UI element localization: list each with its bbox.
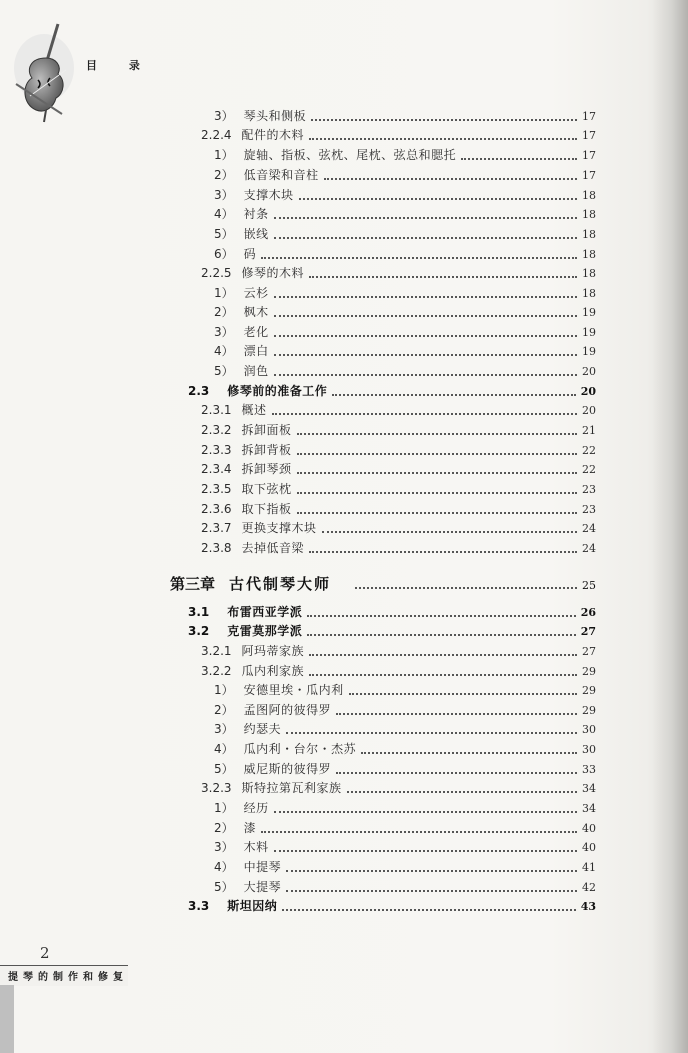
toc-entry-page: 17 (582, 110, 596, 123)
toc-entry[interactable] (201, 779, 596, 797)
dot-leader (274, 334, 577, 337)
toc-entry-page: 24 (582, 542, 596, 555)
toc-entry-title: 斯特拉第瓦利家族 (241, 781, 342, 795)
page-number: 2 (40, 944, 50, 962)
toc-entry[interactable] (214, 681, 596, 699)
toc-entry-title: 去掉低音梁 (241, 541, 305, 555)
toc-entry-title: 木料 (243, 840, 269, 854)
toc-entry[interactable] (214, 107, 596, 125)
toc-entry-title: 瓜内利家族 (241, 664, 305, 678)
toc-entry-page: 22 (582, 463, 596, 476)
toc-entry-page: 19 (582, 345, 596, 358)
toc-entry-page: 34 (582, 782, 596, 795)
dot-leader (309, 137, 577, 140)
toc-entry-number: 5） (214, 880, 234, 894)
toc-entry-title: 琴头和侧板 (243, 109, 307, 123)
toc-entry[interactable] (201, 539, 596, 557)
footer-strip (0, 985, 14, 1053)
toc-entry-page: 21 (582, 424, 596, 437)
dot-leader (297, 511, 577, 514)
toc-entry-title: 大提琴 (243, 880, 282, 894)
toc-entry-title: 低音梁和音柱 (243, 168, 319, 182)
toc-entry-page: 20 (582, 365, 596, 378)
toc-entry-number: 1） (214, 286, 234, 300)
dot-leader (282, 908, 575, 911)
toc-entry-title: 漂白 (243, 344, 269, 358)
toc-entry-number: 3） (214, 109, 234, 123)
dot-leader (297, 432, 577, 435)
toc-entry-title: 漆 (243, 821, 257, 835)
toc-entry-number: 2.3 (188, 384, 210, 398)
dot-leader (309, 653, 577, 656)
toc-entry[interactable] (201, 460, 596, 478)
toc-entry-number: 3） (214, 188, 234, 202)
toc-entry[interactable] (201, 500, 596, 518)
dot-leader (311, 118, 577, 121)
toc-entry-page: 19 (582, 326, 596, 339)
toc-entry-number: 2） (214, 168, 234, 182)
toc-entry-number: 3.3 (188, 899, 210, 913)
toc-entry-page: 23 (582, 483, 596, 496)
dot-leader (336, 712, 577, 715)
toc-entry-number: 3.1 (188, 605, 210, 619)
toc-entry-number: 2.3.5 (201, 482, 232, 496)
toc-entry-number: 2.2.5 (201, 266, 232, 280)
toc-entry[interactable] (214, 245, 596, 263)
toc-entry-number: 4） (214, 742, 234, 756)
toc-entry-page: 20 (582, 404, 596, 417)
toc-entry-title: 修琴的木料 (241, 266, 305, 280)
dot-leader (274, 295, 577, 298)
dot-leader (309, 673, 577, 676)
toc-entry-title: 取下弦枕 (241, 482, 292, 496)
toc-entry-title: 拆卸面板 (241, 423, 292, 437)
toc-section-entry[interactable] (188, 603, 596, 621)
dot-leader (274, 849, 577, 852)
toc-entry-number: 第三章 (170, 575, 216, 593)
toc-entry-title: 老化 (243, 325, 269, 339)
toc-entry[interactable] (214, 740, 596, 758)
toc-entry-page: 33 (582, 763, 596, 776)
toc-entry[interactable] (214, 819, 596, 837)
dot-leader (286, 869, 577, 872)
dot-leader (274, 373, 577, 376)
toc-entry[interactable] (201, 642, 596, 660)
dot-leader (309, 550, 577, 553)
toc-entry[interactable] (201, 519, 596, 537)
toc-entry-page: 27 (582, 645, 596, 658)
toc-entry-number: 1） (214, 683, 234, 697)
toc-entry-page: 18 (582, 248, 596, 261)
toc-entry-number: 3.2.3 (201, 781, 232, 795)
toc-entry-page: 18 (582, 208, 596, 221)
toc-entry-title: 约瑟夫 (243, 722, 282, 736)
dot-leader (274, 236, 577, 239)
toc-entry-page: 17 (582, 129, 596, 142)
dot-leader (307, 633, 575, 636)
toc-entry-page: 42 (582, 881, 596, 894)
dot-leader (274, 810, 577, 813)
dot-leader (274, 353, 577, 356)
dot-leader (355, 586, 577, 589)
dot-leader (461, 157, 577, 160)
toc-entry-page: 23 (582, 503, 596, 516)
dot-leader (274, 314, 577, 317)
toc-entry-page: 41 (582, 861, 596, 874)
toc-entry-page: 40 (582, 822, 596, 835)
toc-entry-title: 中提琴 (243, 860, 282, 874)
toc-entry[interactable] (201, 421, 596, 439)
dot-leader (274, 216, 577, 219)
toc-entry-title: 孟图阿的彼得罗 (243, 703, 332, 717)
dot-leader (297, 452, 577, 455)
dot-leader (332, 393, 575, 396)
toc-entry-page: 30 (582, 723, 596, 736)
toc-entry-title: 克雷莫那学派 (227, 624, 303, 638)
toc-entry-number: 2.3.6 (201, 502, 232, 516)
dot-leader (361, 751, 577, 754)
toc-entry-page: 18 (582, 287, 596, 300)
dot-leader (297, 491, 577, 494)
toc-entry[interactable] (214, 342, 596, 360)
toc-entry[interactable] (201, 662, 596, 680)
toc-entry-title: 衬条 (243, 207, 269, 221)
toc-entry-number: 5） (214, 227, 234, 241)
dot-leader (286, 731, 577, 734)
dot-leader (324, 177, 577, 180)
toc-entry-title: 概述 (241, 403, 267, 417)
dot-leader (336, 771, 577, 774)
toc-entry[interactable] (214, 720, 596, 738)
toc-entry-page: 19 (582, 306, 596, 319)
toc-entry-page: 34 (582, 802, 596, 815)
toc-entry[interactable] (201, 126, 596, 144)
toc-entry-number: 2.3.1 (201, 403, 232, 417)
toc-entry[interactable] (214, 799, 596, 817)
dot-leader (286, 889, 577, 892)
dot-leader (272, 412, 577, 415)
toc-entry-page: 18 (582, 228, 596, 241)
toc-entry-number: 3） (214, 722, 234, 736)
toc-entry-number: 3） (214, 325, 234, 339)
toc-entry-number: 5） (214, 762, 234, 776)
dot-leader (261, 256, 577, 259)
dot-leader (309, 275, 577, 278)
toc-entry-number: 2） (214, 703, 234, 717)
toc-entry[interactable] (214, 146, 596, 164)
dot-leader (297, 471, 577, 474)
toc-entry-number: 2.3.3 (201, 443, 232, 457)
toc-entry[interactable] (214, 701, 596, 719)
toc-entry[interactable] (214, 303, 596, 321)
toc-entry-number: 2.3.2 (201, 423, 232, 437)
toc-entry-title: 配件的木料 (241, 128, 305, 142)
toc-entry-page: 29 (582, 665, 596, 678)
toc-entry-page: 27 (580, 625, 596, 638)
toc-entry[interactable] (214, 166, 596, 184)
toc-entry-page: 43 (580, 900, 596, 913)
toc-entry-page: 20 (580, 385, 596, 398)
book-title: 提琴的制作和修复 (8, 972, 128, 983)
toc-entry[interactable] (201, 264, 596, 282)
toc-entry-title: 云杉 (243, 286, 269, 300)
running-header: 目 录 (86, 59, 154, 72)
toc-entry-number: 4） (214, 860, 234, 874)
toc-entry-page: 17 (582, 169, 596, 182)
dot-leader (307, 614, 575, 617)
toc-entry-number: 3.2.1 (201, 644, 232, 658)
toc-entry-title: 经历 (243, 801, 269, 815)
dot-leader (349, 692, 577, 695)
toc-entry[interactable] (201, 401, 596, 419)
toc-entry-title: 拆卸琴颈 (241, 462, 292, 476)
dot-leader (299, 197, 577, 200)
toc-entry-number: 3.2 (188, 624, 210, 638)
toc-entry-number: 5） (214, 364, 234, 378)
toc-entry-title: 润色 (243, 364, 269, 378)
toc-entry-title: 修琴前的准备工作 (227, 384, 328, 398)
toc-entry-number: 2.3.8 (201, 541, 232, 555)
toc-entry-title: 嵌线 (243, 227, 269, 241)
toc-entry-number: 2.2.4 (201, 128, 232, 142)
toc-entry-title: 瓜内利・台尔・杰苏 (243, 742, 357, 756)
toc-entry[interactable] (214, 858, 596, 876)
toc-entry-title: 威尼斯的彼得罗 (243, 762, 332, 776)
toc-entry-number: 3.2.2 (201, 664, 232, 678)
toc-entry[interactable] (201, 480, 596, 498)
toc-entry[interactable] (214, 186, 596, 204)
toc-entry[interactable] (214, 205, 596, 223)
toc-entry-number: 6） (214, 247, 234, 261)
toc-entry-number: 2） (214, 305, 234, 319)
toc-entry-title: 码 (243, 247, 257, 261)
toc-entry-page: 29 (582, 684, 596, 697)
toc-entry[interactable] (214, 838, 596, 856)
toc-section-entry[interactable] (188, 622, 596, 640)
toc-section-entry[interactable] (188, 897, 596, 915)
toc-entry-title: 拆卸背板 (241, 443, 292, 457)
toc-entry-number: 3） (214, 840, 234, 854)
toc-entry-number: 4） (214, 207, 234, 221)
toc-chapter-entry[interactable] (170, 573, 596, 595)
toc-entry-page: 25 (582, 579, 596, 592)
toc-entry-title: 更换支撑木块 (241, 521, 317, 535)
toc-entry-title: 阿玛蒂家族 (241, 644, 305, 658)
toc-entry-page: 24 (582, 522, 596, 535)
toc-entry-page: 30 (582, 743, 596, 756)
toc-entry-number: 1） (214, 148, 234, 162)
dot-leader (322, 530, 577, 533)
toc-entry-title: 枫木 (243, 305, 269, 319)
toc-entry-page: 22 (582, 444, 596, 457)
toc-entry-page: 18 (582, 267, 596, 280)
toc-entry[interactable] (214, 362, 596, 380)
toc-entry-number: 2.3.4 (201, 462, 232, 476)
toc-entry[interactable] (214, 225, 596, 243)
toc-entry-title: 取下指板 (241, 502, 292, 516)
toc-entry-number: 1） (214, 801, 234, 815)
dot-leader (347, 790, 577, 793)
toc-entry-number: 2） (214, 821, 234, 835)
toc-entry-page: 18 (582, 189, 596, 202)
toc-entry-title: 安德里埃・瓜内利 (243, 683, 344, 697)
toc-entry[interactable] (201, 441, 596, 459)
toc-entry-title: 斯坦因纳 (227, 899, 278, 913)
toc-entry-title: 旋轴、指板、弦枕、尾枕、弦总和腮托 (243, 148, 457, 162)
toc-entry-title: 布雷西亚学派 (227, 605, 303, 619)
toc-entry-page: 29 (582, 704, 596, 717)
toc-entry-page: 26 (580, 606, 596, 619)
toc-entry-number: 4） (214, 344, 234, 358)
toc-section-entry[interactable] (188, 382, 596, 400)
toc-entry-page: 17 (582, 149, 596, 162)
toc-entry[interactable] (214, 760, 596, 778)
toc-entry[interactable] (214, 323, 596, 341)
toc-entry[interactable] (214, 284, 596, 302)
dot-leader (261, 830, 577, 833)
toc-entry-page: 40 (582, 841, 596, 854)
toc-entry-title: 支撑木块 (243, 188, 294, 202)
toc-entry-title: 古代制琴大师 (229, 575, 332, 593)
toc-entry-number: 2.3.7 (201, 521, 232, 535)
toc-entry[interactable] (214, 878, 596, 896)
